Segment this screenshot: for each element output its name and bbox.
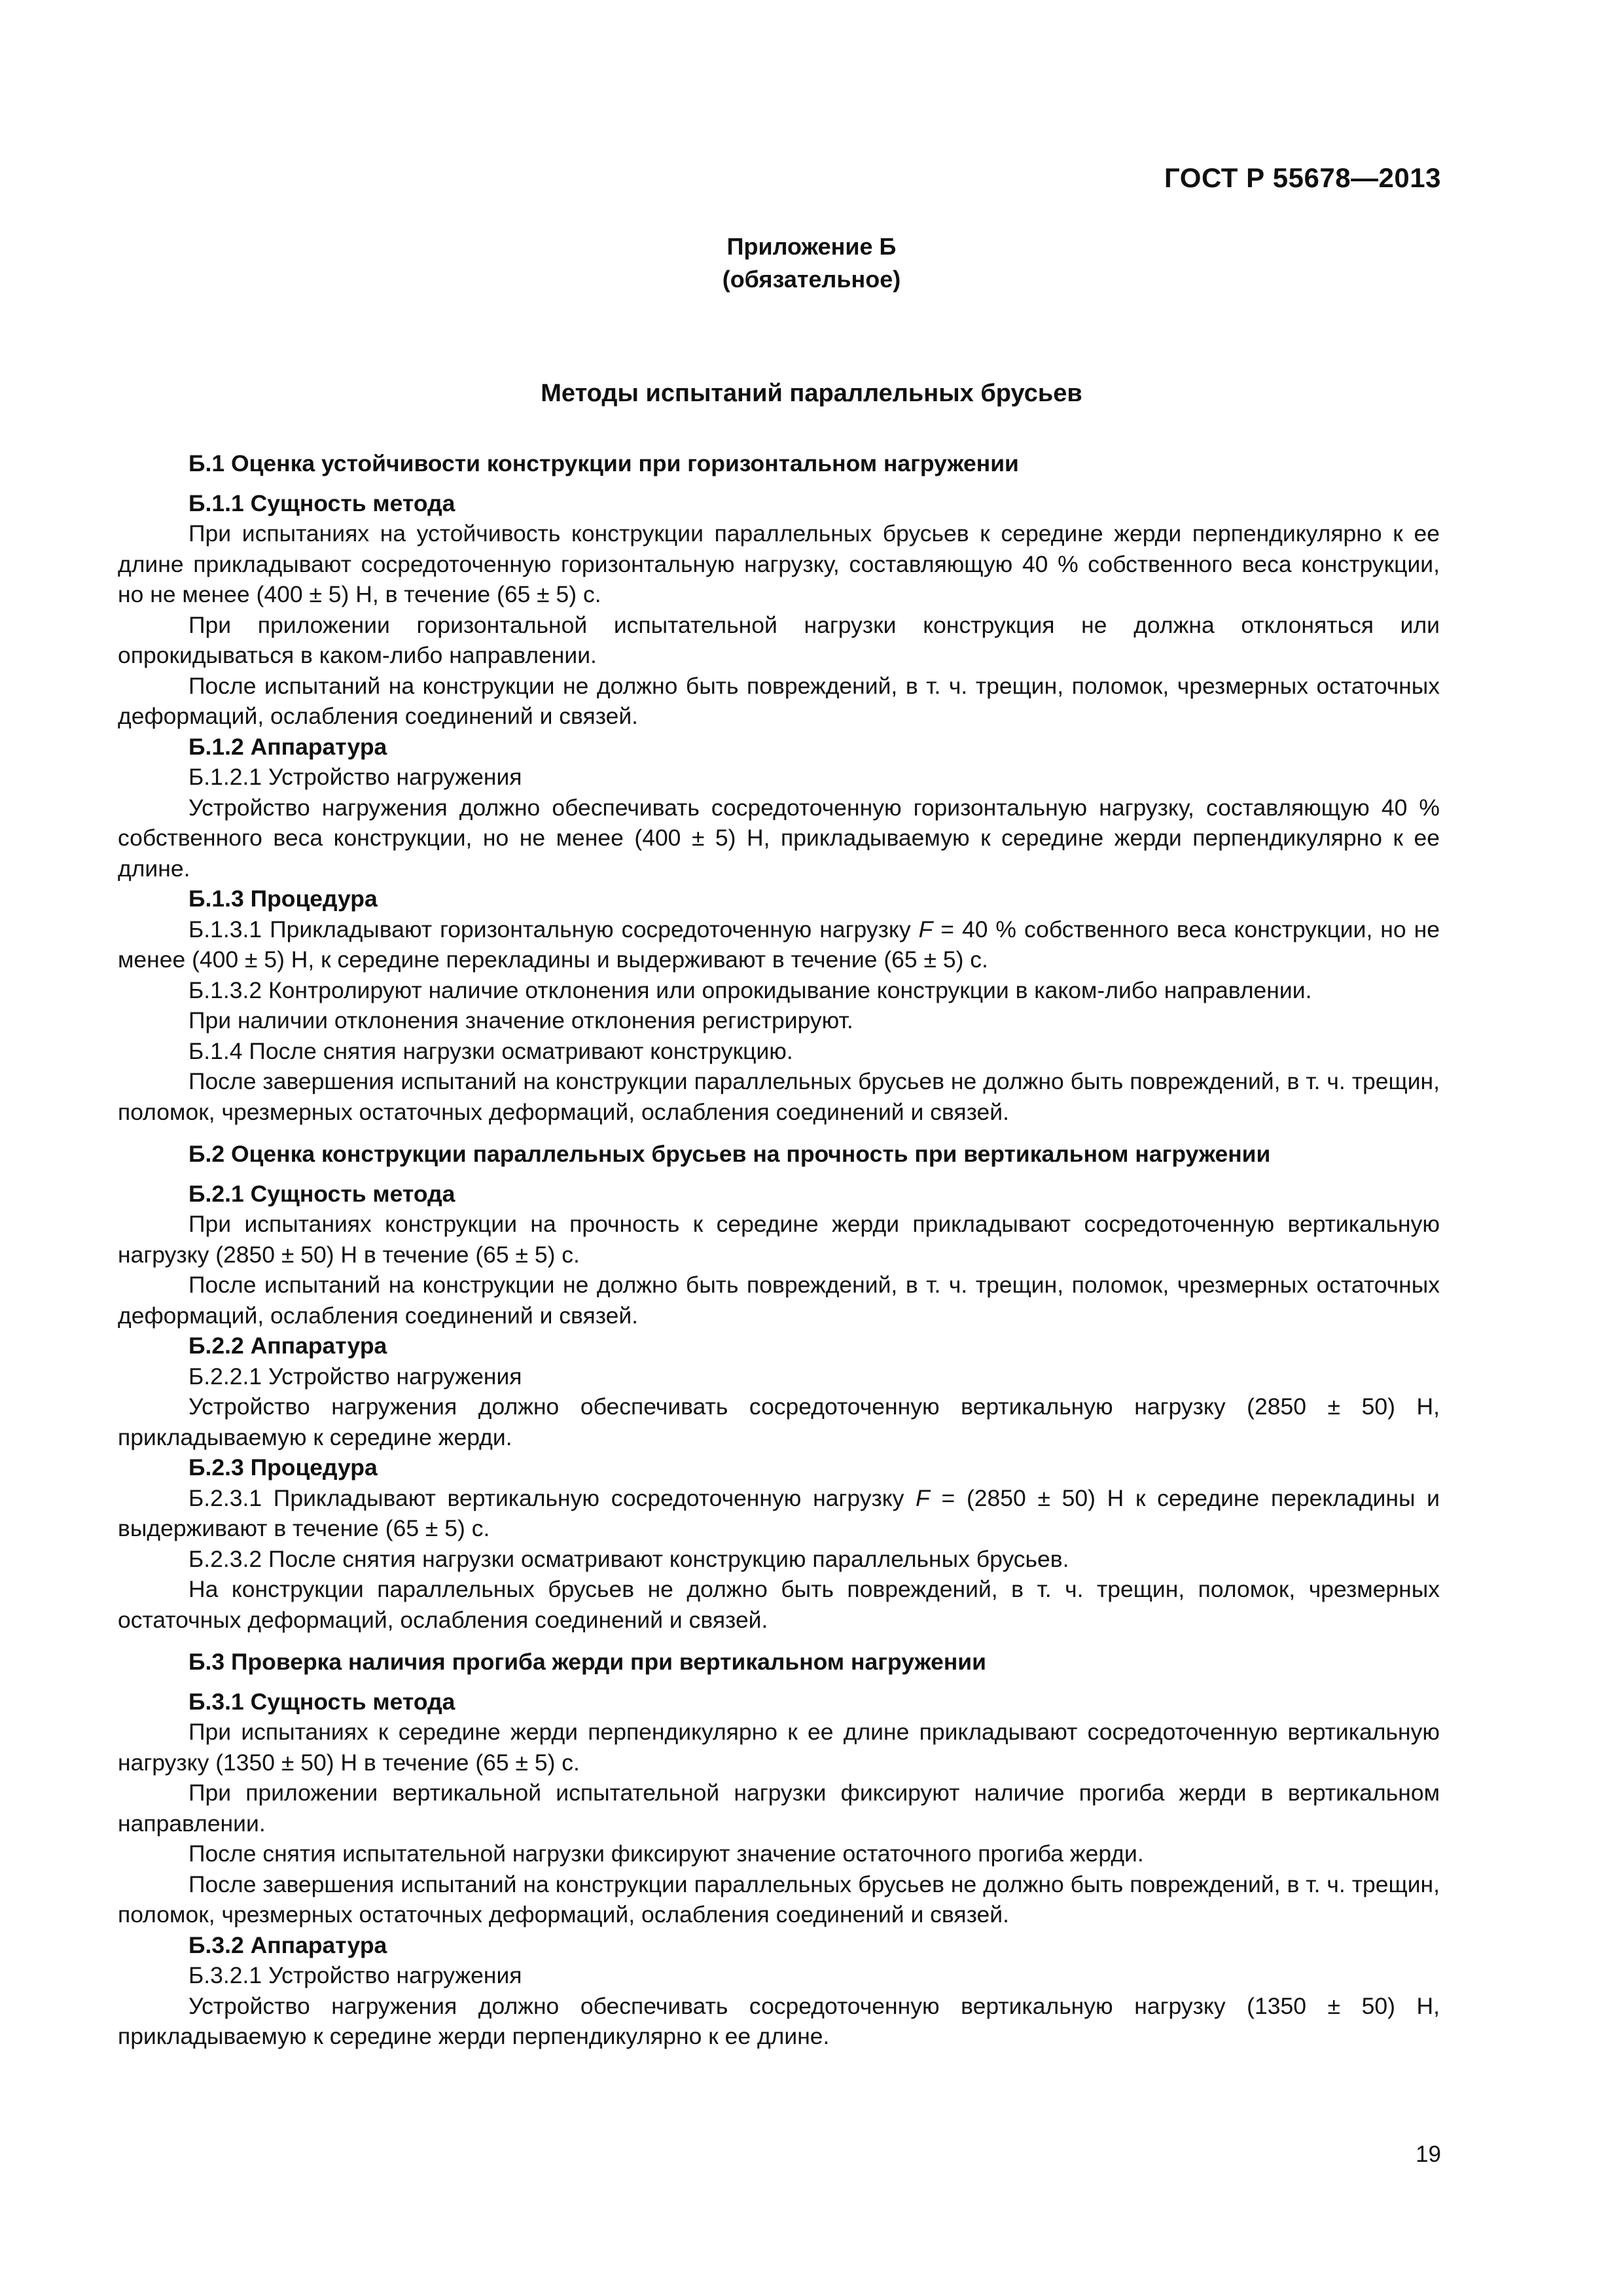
page-number: 19 [1416,2142,1441,2167]
subsection-heading: Б.1.3 Процедура [188,886,378,912]
appendix-label: Приложение Б [726,233,897,260]
paragraph: Б.1.3.2 Контролируют наличие отклонения или опрокидывание конструкции в каком-либо направлении. [188,977,1312,1003]
paragraph: После испытаний на конструкции не должно быть повреждений, в т. ч. трещин, поломок, чрезмерных остаточных деформаций, ослабления соединений и связей. [118,1272,1440,1329]
subsection-heading: Б.1.1 Сущность метода [188,490,455,516]
paragraph: При наличии отклонения значение отклонения регистрируют. [188,1007,853,1033]
paragraph: После завершения испытаний на конструкции параллельных брусьев не должно быть повреждений, в т. ч. трещин, поломок, чрезмерных остаточных деформаций, ослабления соединений и связей. [118,1068,1440,1125]
paragraph: При приложении вертикальной испытательной нагрузки фиксируют наличие прогиба жерди в вертикальном направлении. [118,1780,1440,1837]
paragraph: Б.2.3.2 После снятия нагрузки осматривают конструкцию параллельных брусьев. [188,1545,1069,1572]
subsection-heading: Б.2.2 Аппаратура [188,1333,387,1359]
paragraph: При испытаниях на устойчивость конструкции параллельных брусьев к середине жерди перпендикулярно к ее длине прикладывают сосредоточенную горизонтальную нагрузку, составляющую 40 % собственного веса конструкции, но не менее (400 ± 5) Н, в течение (65 ± 5) с. [118,520,1440,607]
document-body [118,448,1440,2052]
subsection-heading: Б.2.1 Сущность метода [188,1180,455,1207]
subsection-heading: Б.1.2 Аппаратура [188,733,387,760]
paragraph: Б.3.2.1 Устройство нагружения [188,1962,522,1988]
subsection-heading: Б.3.2 Аппаратура [188,1931,387,1958]
page-title: Методы испытаний параллельных брусьев [541,380,1082,407]
paragraph: При испытаниях конструкции на прочность к середине жерди прикладывают сосредоточенную вертикальную нагрузку (2850 ± 50) Н в течение (65 ± 5) с. [118,1211,1440,1268]
appendix-heading [0,230,1623,296]
paragraph: Устройство нагружения должно обеспечивать сосредоточенную вертикальную нагрузку (1350 ± 50) Н, прикладываемую к середине жерди перпендикулярно к ее длине. [118,1992,1440,2049]
paragraph: Б.1.2.1 Устройство нагружения [188,764,522,790]
paragraph: При испытаниях к середине жерди перпендикулярно к ее длине прикладывают сосредоточенную вертикальную нагрузку (1350 ± 50) Н в течение (65 ± 5) с. [118,1719,1440,1776]
paragraph: При приложении горизонтальной испытательной нагрузки конструкция не должна отклоняться или опрокидываться в каком-либо направлении. [118,611,1440,668]
paragraph: Устройство нагружения должно обеспечивать сосредоточенную вертикальную нагрузку (2850 ± 50) Н, прикладываемую к середине жерди. [118,1393,1440,1450]
paragraph: Б.2.2.1 Устройство нагружения [188,1363,522,1390]
paragraph: На конструкции параллельных брусьев не должно быть повреждений, в т. ч. трещин, поломок, чрезмерных остаточных деформаций, ослабления соединений и связей. [118,1576,1440,1633]
paragraph: После испытаний на конструкции не должно быть повреждений, в т. ч. трещин, поломок, чрезмерных остаточных деформаций, ослабления соединений и связей. [118,672,1440,729]
paragraph: После завершения испытаний на конструкции параллельных брусьев не должно быть повреждений, в т. ч. трещин, поломок, чрезмерных остаточных деформаций, ослабления соединений и связей. [118,1871,1440,1928]
section-heading: Б.2 Оценка конструкции параллельных брусьев на прочность при вертикальном нагружении [188,1141,1271,1167]
subsection-heading: Б.2.3 Процедура [188,1454,378,1480]
section-heading: Б.1 Оценка устойчивости конструкции при горизонтальном нагружении [188,450,1019,476]
paragraph: После снятия испытательной нагрузки фиксируют значение остаточного прогиба жерди. [188,1840,1144,1867]
paragraph: Б.2.3.1 Прикладывают вертикальную сосредоточенную нагрузку F = (2850 ± 50) Н к середине перекладины и выдерживают в течение (65 ± 5) с. [118,1484,1440,1541]
subsection-heading: Б.3.1 Сущность метода [188,1688,455,1715]
paragraph: Б.1.3.1 Прикладывают горизонтальную сосредоточенную нагрузку F = 40 % собственного веса конструкции, но не менее (400 ± 5) Н, к середине перекладины и выдерживают в течение (65 ± 5) с. [118,916,1440,973]
document-code: ГОСТ Р 55678—2013 [1164,162,1441,193]
section-heading: Б.3 Проверка наличия прогиба жерди при вертикальном нагружении [188,1649,986,1675]
paragraph: Устройство нагружения должно обеспечивать сосредоточенную горизонтальную нагрузку, составляющую 40 % собственного веса конструкции, но не менее (400 ± 5) Н, прикладываемую к середине жерди перпендикулярно к ее длине. [118,794,1440,882]
appendix-status: (обязательное) [722,266,901,293]
paragraph: Б.1.4 После снятия нагрузки осматривают конструкцию. [188,1037,793,1064]
